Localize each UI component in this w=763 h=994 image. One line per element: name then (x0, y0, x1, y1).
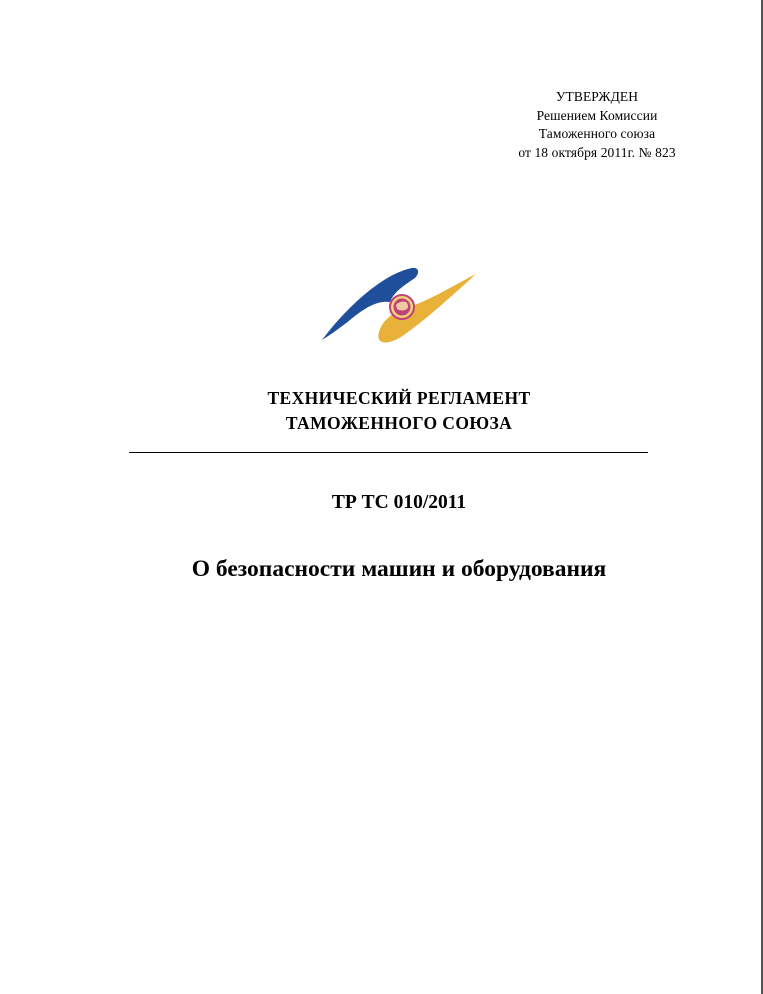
approval-line-date: от 18 октября 2011г. № 823 (518, 144, 676, 160)
approval-line-approved: УТВЕРЖДЕН (555, 89, 639, 104)
approval-line-decision: Решением Комиссии (536, 107, 658, 123)
regulation-heading (100, 386, 698, 436)
divider (129, 452, 648, 453)
approval-line-commission: Таможенного союза (538, 126, 656, 141)
regulation-heading-line1: ТЕХНИЧЕСКИЙ РЕГЛАМЕНТ (267, 388, 531, 408)
approval-stamp (494, 88, 700, 162)
document-title: О безопасности машин и оборудования (191, 556, 607, 582)
document-code: ТР ТС 010/2011 (331, 492, 467, 513)
customs-union-emblem-icon (318, 264, 480, 348)
regulation-heading-line2: ТАМОЖЕННОГО СОЮЗА (285, 413, 513, 433)
